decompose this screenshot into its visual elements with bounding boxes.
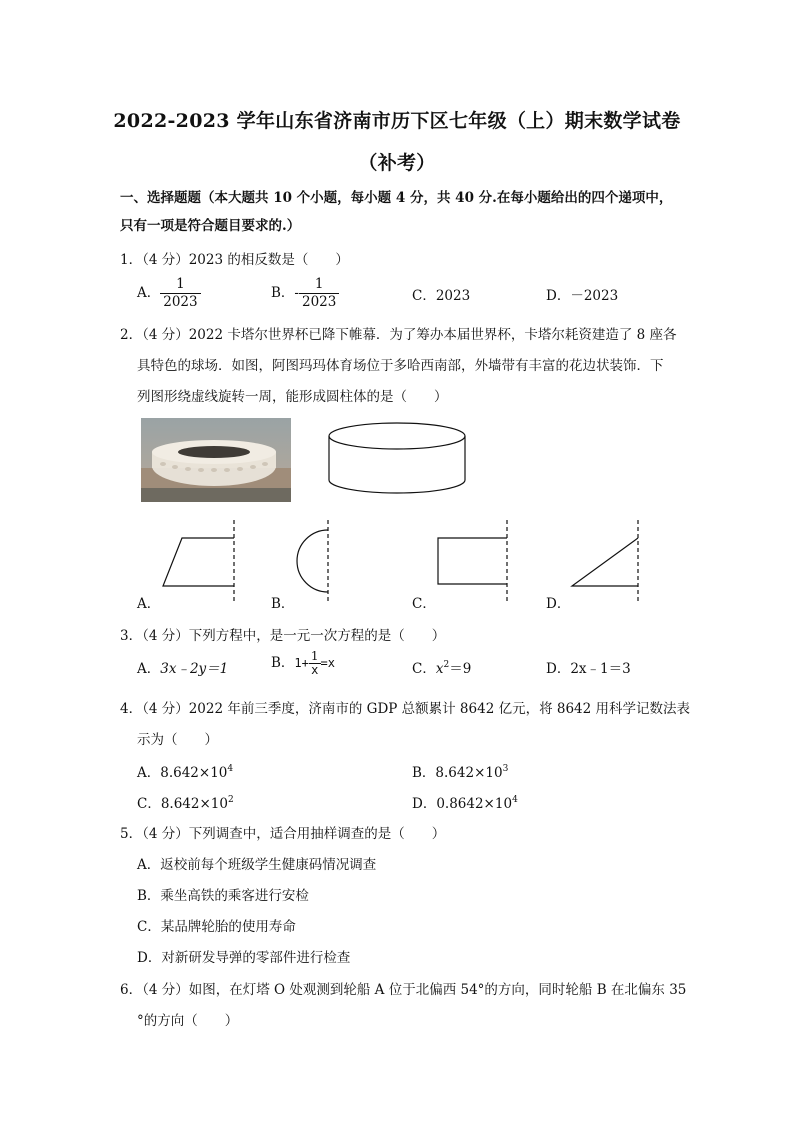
option-a-expression: 3x﹣2y＝1 [160, 661, 229, 677]
fraction-numerator: 1 [160, 276, 200, 294]
question-2-line2: 具特色的球场．如图，阿图玛玛体育场位于多哈西南部，外墙带有丰富的花边状装饰．下 [137, 358, 664, 374]
minus-sign: - [294, 285, 299, 301]
question-5-option-d[interactable]: D．对新研发导弹的零部件进行检查 [137, 950, 351, 966]
stadium-photo [141, 418, 291, 502]
question-2-line1: 2．（4 分）2022 卡塔尔世界杯已降下帷幕．为了筹办本届世界杯，卡塔尔耗资建造了 8 座各 [120, 327, 677, 343]
fraction [160, 276, 200, 311]
option-a-trapezoid-figure [160, 518, 240, 604]
question-2-option-d[interactable]: D． [546, 596, 571, 612]
exponent: 3 [502, 764, 509, 774]
section-header-line1: 一、选择题题（本大题共 10 个小题，每小题 4 分，共 40 分.在每小题给出的四个递项中， [120, 190, 673, 206]
question-6-line1: 6．（4 分）如图，在灯塔 O 处观测到轮船 A 位于北偏西 54°的方向，同时轮船 B 在北偏东 35 [120, 982, 687, 998]
question-4-option-d[interactable] [412, 792, 518, 812]
question-3-option-b[interactable] [271, 650, 335, 677]
option-d-text: D．0.8642×10 [412, 796, 513, 812]
question-3-option-d[interactable]: D．2x﹣1＝3 [546, 661, 631, 677]
expression-prefix: 1+ [294, 656, 309, 670]
question-1-stem: 1．（4 分）2023 的相反数是（ ） [120, 252, 349, 268]
option-a-text: A．8.642×10 [137, 765, 228, 781]
fraction-numerator: 1 [310, 649, 319, 663]
question-5-option-c[interactable]: C．某品牌轮胎的使用寿命 [137, 919, 296, 935]
question-5-stem: 5．（4 分）下列调查中，适合用抽样调查的是（ ） [120, 826, 446, 842]
option-b-text: B．8.642×10 [412, 765, 503, 781]
question-5-option-a[interactable]: A．返校前每个班级学生健康码情况调查 [137, 857, 377, 873]
question-3-option-a[interactable] [137, 657, 228, 677]
option-d-triangle-figure [570, 518, 646, 604]
question-3-stem: 3．（4 分）下列方程中，是一元一次方程的是（ ） [120, 628, 446, 644]
question-1-option-c[interactable]: C．2023 [412, 288, 471, 304]
question-6-line2: °的方向（ ） [137, 1013, 239, 1029]
option-a-label: A． [137, 661, 161, 677]
fraction-numerator: 1 [299, 276, 339, 294]
exponent: 2 [443, 660, 450, 670]
option-a-label: A． [137, 285, 161, 301]
fraction [309, 650, 321, 677]
question-4-option-a[interactable] [137, 761, 233, 781]
variable: x [435, 661, 444, 677]
question-4-line2: 示为（ ） [137, 732, 218, 748]
cylinder-figure [327, 420, 467, 498]
exponent: 4 [512, 795, 518, 805]
option-b-label: B． [271, 655, 295, 671]
question-2-option-b[interactable]: B． [271, 596, 295, 612]
expression-suffix: =x [320, 656, 335, 670]
fraction-denominator: 2023 [163, 294, 198, 310]
fraction [299, 276, 339, 311]
question-2-line3: 列图形绕虚线旋转一周，能形成圆柱体的是（ ） [137, 389, 448, 405]
option-c-rectangle-figure [436, 518, 512, 604]
fraction-denominator: 2023 [301, 294, 337, 310]
question-5-option-b[interactable]: B．乘坐高铁的乘客进行安检 [137, 888, 309, 904]
option-c-label: C． [412, 661, 436, 677]
question-4-line1: 4．（4 分）2022 年前三季度，济南市的 GDP 总额累计 8642 亿元，将 8642 用科学记数法表 [120, 701, 691, 717]
page-title: 2022-2023 学年山东省济南市历下区七年级（上）期末数学试卷 [113, 110, 681, 132]
question-3-option-c[interactable] [412, 657, 471, 677]
option-b-semicircle-figure [295, 518, 335, 604]
question-1-option-a[interactable] [137, 276, 201, 311]
exponent: 4 [227, 764, 234, 774]
exponent: 2 [227, 795, 234, 805]
option-b-label: B． [271, 285, 295, 301]
question-2-option-a[interactable]: A． [137, 596, 161, 612]
equation-rhs: ＝9 [449, 661, 472, 677]
fraction-denominator: x [311, 663, 319, 677]
question-1-option-d[interactable]: D．－2023 [546, 288, 619, 304]
question-4-option-c[interactable] [137, 792, 234, 812]
option-c-text: C．8.642×10 [137, 796, 228, 812]
question-2-option-c[interactable]: C． [412, 596, 436, 612]
page-subtitle: （补考） [358, 152, 436, 174]
question-4-option-b[interactable] [412, 761, 508, 781]
question-1-option-b[interactable] [271, 276, 339, 311]
section-header-line2: 只有一项是符合题目要求的.） [120, 218, 301, 234]
